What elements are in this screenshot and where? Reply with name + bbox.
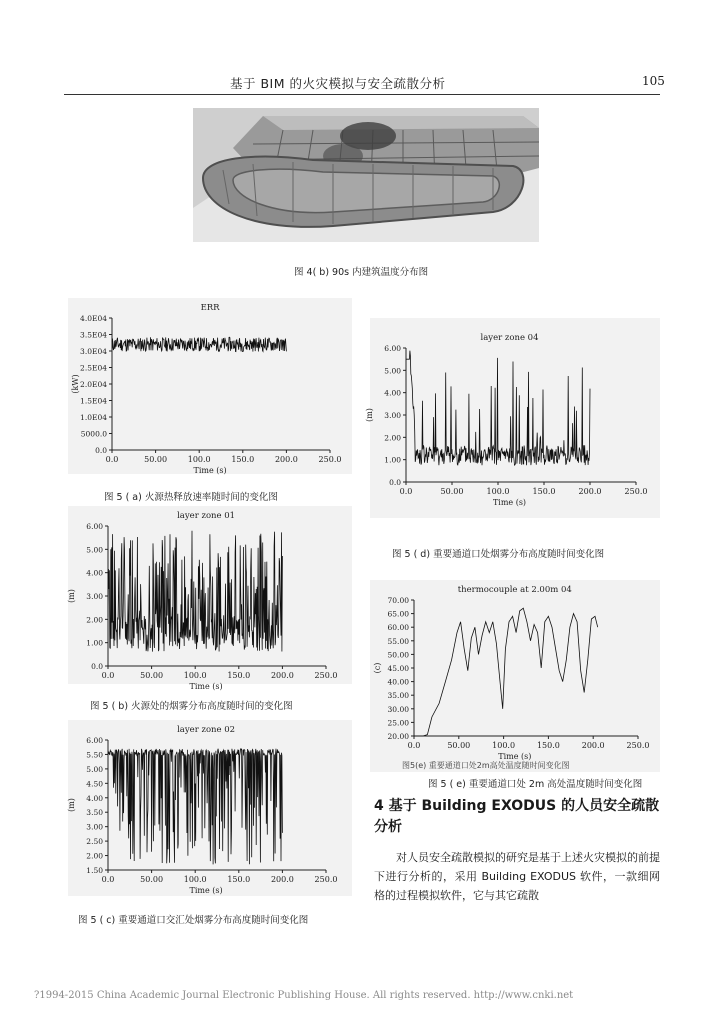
x-tick-label: 100.0: [187, 455, 211, 464]
y-axis-label: (m): [67, 798, 76, 812]
y-tick-label: 35.00: [387, 691, 409, 701]
y-tick-label: 5.00: [384, 366, 401, 376]
y-tick-label: 1.00: [384, 455, 401, 465]
section-heading: 4 基于 Building EXODUS 的人员安全疏散分析: [374, 798, 660, 835]
y-tick-label: 3.00: [86, 822, 103, 832]
x-tick-label: 200.0: [270, 671, 294, 680]
x-tick-label: 100.0: [492, 741, 516, 750]
chart-panel-b: [67, 506, 352, 691]
x-tick-label: 150.0: [536, 741, 560, 750]
copyright-footer: ?1994-2015 China Academic Journal Electronic Publishing House. All rights reserved. http://www.cnki.net: [34, 990, 574, 1001]
y-tick-label: 45.00: [387, 664, 409, 673]
chart-d: [365, 318, 660, 518]
y-axis-label: (c): [373, 662, 382, 674]
y-axis-label: (kW): [71, 374, 80, 394]
y-tick-label: 2.00: [384, 433, 401, 443]
y-tick-label: 5.00: [86, 764, 103, 774]
y-tick-label: 5.00: [86, 545, 103, 555]
y-tick-label: 50.00: [387, 650, 409, 660]
y-tick-label: 5000.0: [80, 429, 107, 439]
y-tick-label: 1.0E04: [80, 413, 107, 422]
x-tick-label: 100.0: [183, 671, 207, 680]
series-line: [414, 608, 598, 736]
chart-title: layer zone 04: [480, 333, 539, 343]
y-tick-label: 4.00: [86, 568, 103, 578]
x-tick-label: 100.0: [486, 487, 510, 496]
y-tick-label: 0.0: [389, 478, 401, 487]
x-tick-label: 0.0: [407, 741, 421, 750]
chart-a: [68, 298, 352, 474]
y-tick-label: 3.50: [86, 808, 103, 818]
x-tick-label: 150.0: [227, 875, 251, 884]
figure-5e-inner-caption: 图5(e) 重要通道口处2m高处温度随时间变化图: [402, 761, 570, 770]
chart-title: layer zone 01: [177, 511, 236, 521]
chart-title: layer zone 02: [177, 725, 236, 735]
figure-5b-caption: 图 5 ( b) 火源处的烟雾分布高度随时间的变化图: [90, 701, 293, 712]
chart-c: [68, 720, 352, 896]
y-tick-label: 3.0E04: [80, 347, 107, 356]
chart-panel-a: [68, 298, 352, 474]
x-axis-label: Time (s): [189, 886, 223, 895]
x-tick-label: 0.0: [101, 875, 115, 884]
y-tick-label: 5.50: [86, 750, 103, 760]
chart-e: [370, 580, 660, 772]
y-tick-label: 3.00: [384, 411, 401, 420]
x-tick-label: 100.0: [183, 875, 207, 884]
y-tick-label: 25.00: [387, 718, 409, 728]
x-axis-label: Time (s): [498, 752, 532, 761]
x-tick-label: 50.00: [447, 741, 471, 750]
figure-5d-caption: 图 5 ( d) 重要通道口处烟雾分布高度随时间变化图: [392, 549, 605, 560]
x-axis-label: Time (s): [189, 682, 223, 691]
x-tick-label: 50.00: [140, 875, 164, 884]
y-tick-label: 1.50: [86, 866, 103, 875]
y-tick-label: 0.0: [95, 446, 107, 455]
figure-5c-caption: 图 5 ( c) 重要通道口交汇处烟雾分布高度随时间变化图: [78, 915, 309, 926]
y-tick-label: 6.00: [86, 736, 103, 745]
series-line: [406, 351, 590, 466]
y-tick-label: 3.00: [86, 592, 103, 601]
y-tick-label: 70.00: [387, 596, 409, 605]
y-tick-label: 1.5E04: [80, 396, 107, 406]
series-line: [112, 337, 286, 351]
y-tick-label: 4.0E04: [80, 314, 107, 323]
x-tick-label: 150.0: [532, 487, 556, 496]
y-tick-label: 6.00: [86, 522, 103, 531]
y-axis-label: (m): [67, 589, 76, 603]
x-tick-label: 0.0: [399, 487, 413, 496]
y-tick-label: 60.00: [387, 623, 409, 633]
y-tick-label: 4.50: [86, 779, 103, 789]
x-tick-label: 250.0: [624, 487, 648, 496]
figure-5a-caption: 图 5 ( a) 火源热释放速率随时间的变化图: [104, 492, 278, 503]
x-tick-label: 200.0: [274, 455, 298, 464]
x-tick-label: 200.0: [581, 741, 605, 750]
x-tick-label: 0.0: [105, 455, 119, 464]
y-tick-label: 2.5E04: [80, 363, 107, 373]
header-rule: [64, 94, 660, 95]
x-tick-label: 200.0: [578, 487, 602, 496]
x-tick-label: 250.0: [318, 455, 342, 464]
y-tick-label: 6.00: [384, 344, 401, 353]
y-tick-label: 2.50: [86, 837, 103, 847]
y-tick-label: 40.00: [387, 677, 409, 687]
body-paragraph: 对人员安全疏散模拟的研究是基于上述火灾模拟的前提下进行分析的，采用 Building EXODUS 软件，一款细网格的过程模拟软件，它与其它疏散: [374, 851, 660, 902]
x-tick-label: 0.0: [101, 671, 115, 680]
figure-5e-caption: 图 5 ( e) 重要通道口处 2m 高处温度随时间变化图: [428, 779, 643, 790]
x-tick-label: 250.0: [314, 671, 338, 680]
y-tick-label: 30.00: [387, 704, 409, 714]
page-number: 105: [642, 74, 665, 88]
y-tick-label: 20.00: [387, 732, 409, 741]
chart-panel-c: [68, 720, 352, 896]
y-axis-label: (m): [365, 408, 374, 422]
x-axis-label: Time (s): [492, 498, 527, 507]
y-tick-label: 2.00: [86, 615, 103, 625]
x-axis-label: Time (s): [193, 466, 227, 475]
x-tick-label: 250.0: [626, 741, 650, 750]
y-tick-label: 65.00: [387, 609, 409, 619]
x-tick-label: 250.0: [314, 875, 338, 884]
y-tick-label: 55.00: [387, 636, 409, 646]
figure-4b-caption: 图 4( b) 90s 内建筑温度分布图: [294, 267, 429, 278]
x-tick-label: 150.0: [227, 671, 251, 680]
y-tick-label: 2.0E04: [80, 380, 107, 389]
series-line: [108, 531, 282, 652]
y-tick-label: 0.0: [91, 662, 103, 671]
chart-panel-d: [365, 318, 660, 518]
y-tick-label: 1.00: [86, 638, 103, 648]
x-tick-label: 150.0: [231, 455, 255, 464]
x-tick-label: 50.00: [144, 455, 168, 464]
x-tick-label: 50.00: [440, 487, 464, 496]
running-head: 基于 BIM 的火灾模拟与安全疏散分析: [230, 76, 446, 91]
y-tick-label: 2.00: [86, 851, 103, 861]
y-tick-label: 4.00: [384, 388, 401, 398]
chart-title: ERR: [200, 303, 220, 313]
chart-panel-e: [370, 580, 660, 772]
y-tick-label: 3.5E04: [80, 330, 107, 340]
series-line: [108, 749, 282, 865]
building-temperature-image: [193, 108, 539, 242]
x-tick-label: 50.00: [140, 671, 164, 680]
chart-b: [67, 506, 352, 691]
chart-title: thermocouple at 2.00m 04: [457, 585, 572, 595]
x-tick-label: 200.0: [270, 875, 294, 884]
y-tick-label: 4.00: [86, 793, 103, 803]
